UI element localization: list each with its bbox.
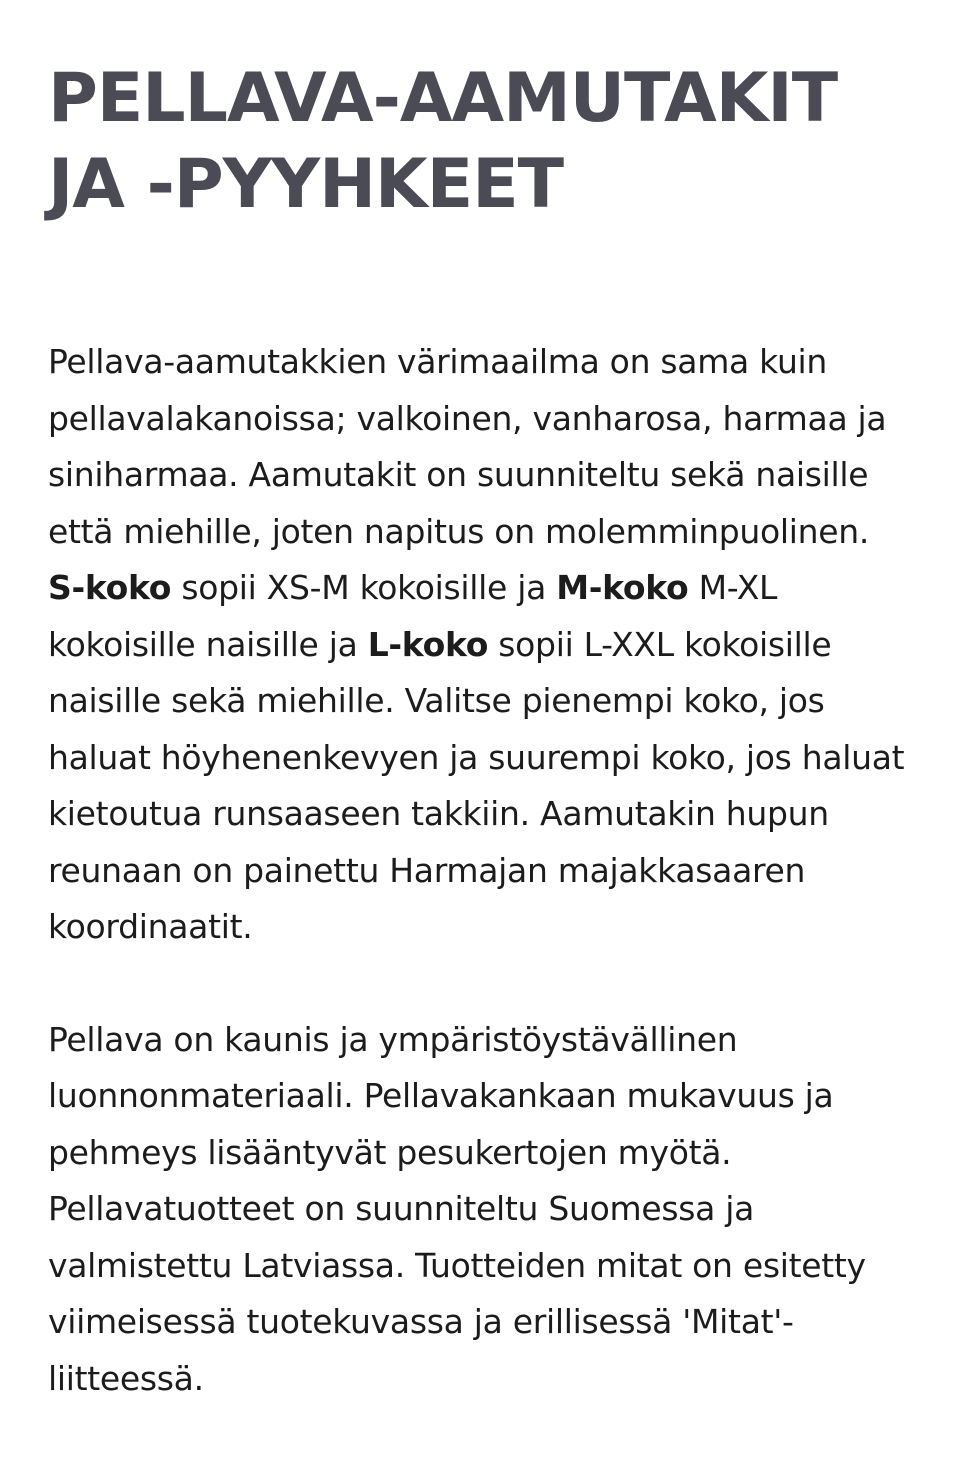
description-paragraph-sizes: [48, 334, 912, 956]
description-text: M-XL kokoisille naisille ja: [48, 568, 778, 664]
description-paragraph-material: Pellava on kaunis ja ympäristöystävällinen luonnonmateriaali. Pellavakankaan mukavuus ja pehmeys lisääntyvät pesukertojen myötä. Pellavatuotteet on suunniteltu Suomessa ja valmistettu Latviassa. Tuotteiden mitat on esitetty viimeisessä tuotekuvassa ja erillisessä 'Mitat'-liitteessä.: [48, 1019, 866, 1398]
description-text: sopii L-XXL kokoisille naisille sekä miehille. Valitse pienempi koko, jos haluat höyhenenkevyen ja suurempi koko, jos haluat kietoutua runsaaseen takkiin. Aamutakin hupun reunaan on painettu Harmajan majakkasaaren koordinaatit.: [48, 624, 905, 946]
size-l-label: L-koko: [367, 624, 489, 664]
page-title: PELLAVA-AAMUTAKIT JA -PYYHKEET: [48, 59, 838, 224]
description-text: sopii XS-M kokoisille ja: [171, 568, 557, 607]
size-m-label: M-koko: [556, 568, 689, 607]
description-text: Pellava-aamutakkien värimaailma on sama kuin pellavalakanoissa; valkoinen, vanharosa, harmaa ja siniharmaa. Aamutakit on suunniteltu sekä naisille että miehille, joten napitus on molemminpuolinen.: [48, 342, 887, 551]
size-s-label: S-koko: [48, 568, 172, 607]
